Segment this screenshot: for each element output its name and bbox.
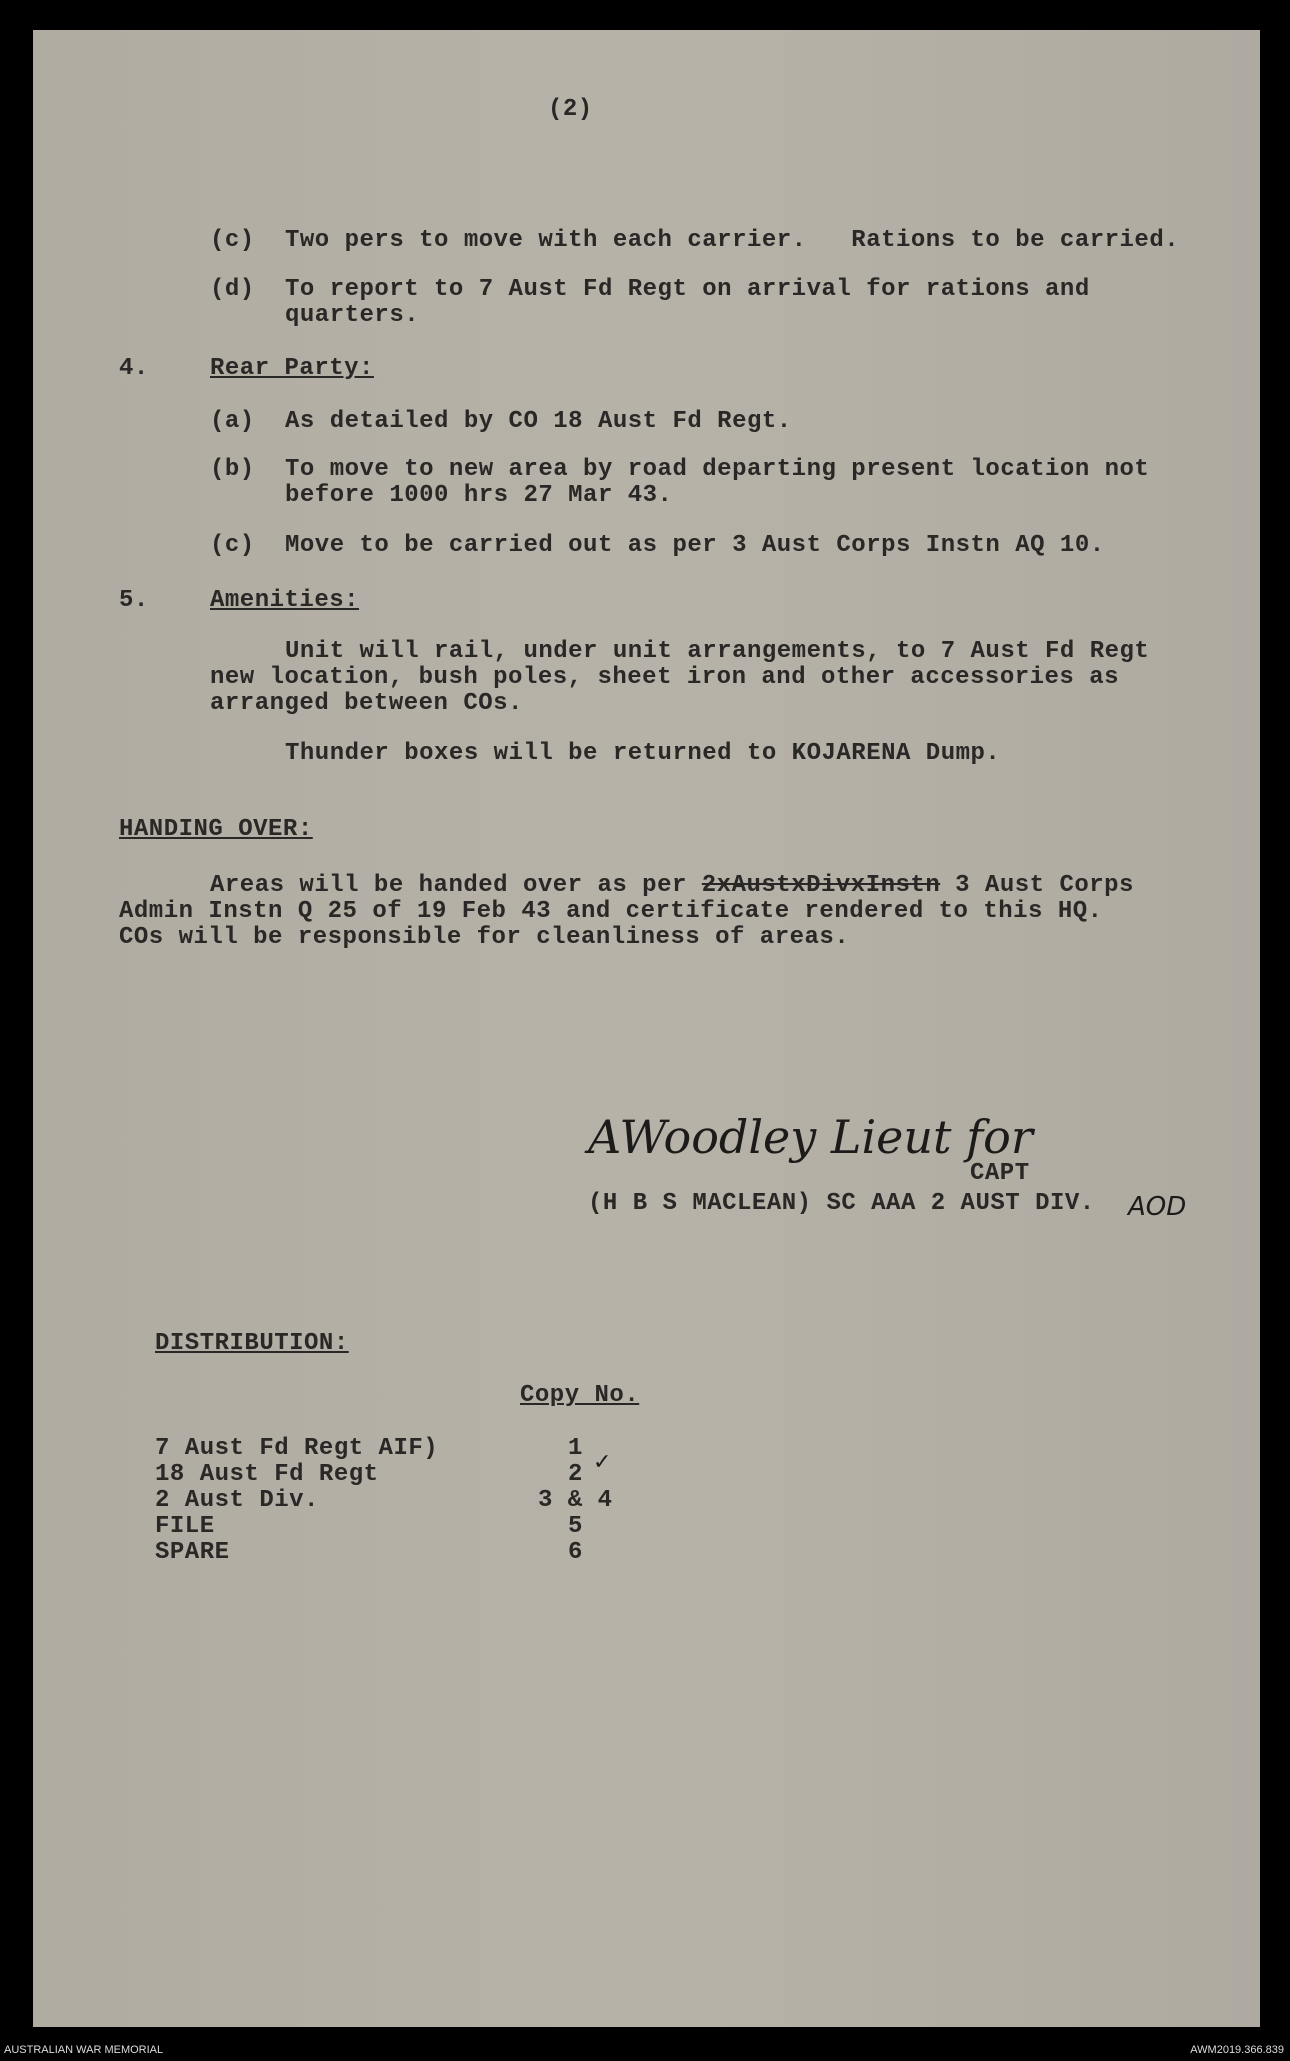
distribution-recipient: 2 Aust Div. (155, 1487, 319, 1514)
check-mark-icon: ✓ (593, 1450, 612, 1475)
section-number: 5. (119, 587, 149, 614)
distribution-copy: 2 (568, 1461, 583, 1488)
paragraph-line: Unit will rail, under unit arrangements, to 7 Aust Fd Regt (285, 638, 1150, 665)
item-text: Two pers to move with each carrier. Rations to be carried. (285, 227, 1180, 254)
distribution-copy: 3 & 4 (538, 1487, 613, 1514)
item-text: before 1000 hrs 27 Mar 43. (285, 482, 673, 509)
paragraph-line: arranged between COs. (210, 690, 523, 717)
signature-rank: CAPT (970, 1160, 1030, 1187)
item-text: As detailed by CO 18 Aust Fd Regt. (285, 408, 792, 435)
item-letter: (c) (210, 227, 255, 254)
distribution-copy: 6 (568, 1539, 583, 1566)
handing-over-heading: HANDING OVER: (119, 816, 313, 843)
footer-right: AWM2019.366.839 (1190, 2044, 1284, 2056)
copy-no-heading: Copy No. (520, 1382, 640, 1409)
section-number: 4. (119, 355, 149, 382)
distribution-recipient: 18 Aust Fd Regt (155, 1461, 379, 1488)
item-letter: (c) (210, 532, 255, 559)
footer-left: AUSTRALIAN WAR MEMORIAL (4, 2044, 164, 2056)
item-text: To move to new area by road departing present location not (285, 456, 1150, 483)
handwritten-annotation: AOD (1128, 1192, 1187, 1222)
handing-over-line (210, 872, 1134, 900)
item-letter: (d) (210, 276, 255, 303)
distribution-recipient: FILE (155, 1513, 215, 1540)
handing-over-line: Admin Instn Q 25 of 19 Feb 43 and certificate rendered to this HQ. (119, 898, 1103, 925)
section-heading: Rear Party: (210, 355, 374, 382)
signature-typed-name: (H B S MACLEAN) SC AAA 2 AUST DIV. (588, 1190, 1095, 1217)
item-text: quarters. (285, 302, 420, 329)
line-end: 3 Aust Corps (940, 872, 1134, 899)
section-heading: Amenities: (210, 587, 360, 614)
handwritten-signature: AWoodley Lieut for (588, 1110, 1033, 1164)
item-letter: (a) (210, 408, 255, 435)
paragraph-line: new location, bush poles, sheet iron and other accessories as (210, 664, 1120, 691)
distribution-copy: 5 (568, 1513, 583, 1540)
document-page (33, 30, 1260, 2027)
struck-text: 2xAustxDivxInstn (701, 872, 941, 899)
page-number: (2) (548, 96, 593, 123)
distribution-recipient: SPARE (155, 1539, 230, 1566)
item-letter: (b) (210, 456, 255, 483)
item-text: Move to be carried out as per 3 Aust Corps Instn AQ 10. (285, 532, 1105, 559)
distribution-heading: DISTRIBUTION: (155, 1330, 349, 1357)
line-start: Areas will be handed over as per (210, 872, 702, 899)
distribution-recipient: 7 Aust Fd Regt AIF) (155, 1435, 439, 1462)
distribution-copy: 1 (568, 1435, 583, 1462)
paragraph-line: Thunder boxes will be returned to KOJARENA Dump. (285, 740, 1001, 767)
handing-over-line: COs will be responsible for cleanliness of areas. (119, 924, 850, 951)
item-text: To report to 7 Aust Fd Regt on arrival for rations and (285, 276, 1090, 303)
